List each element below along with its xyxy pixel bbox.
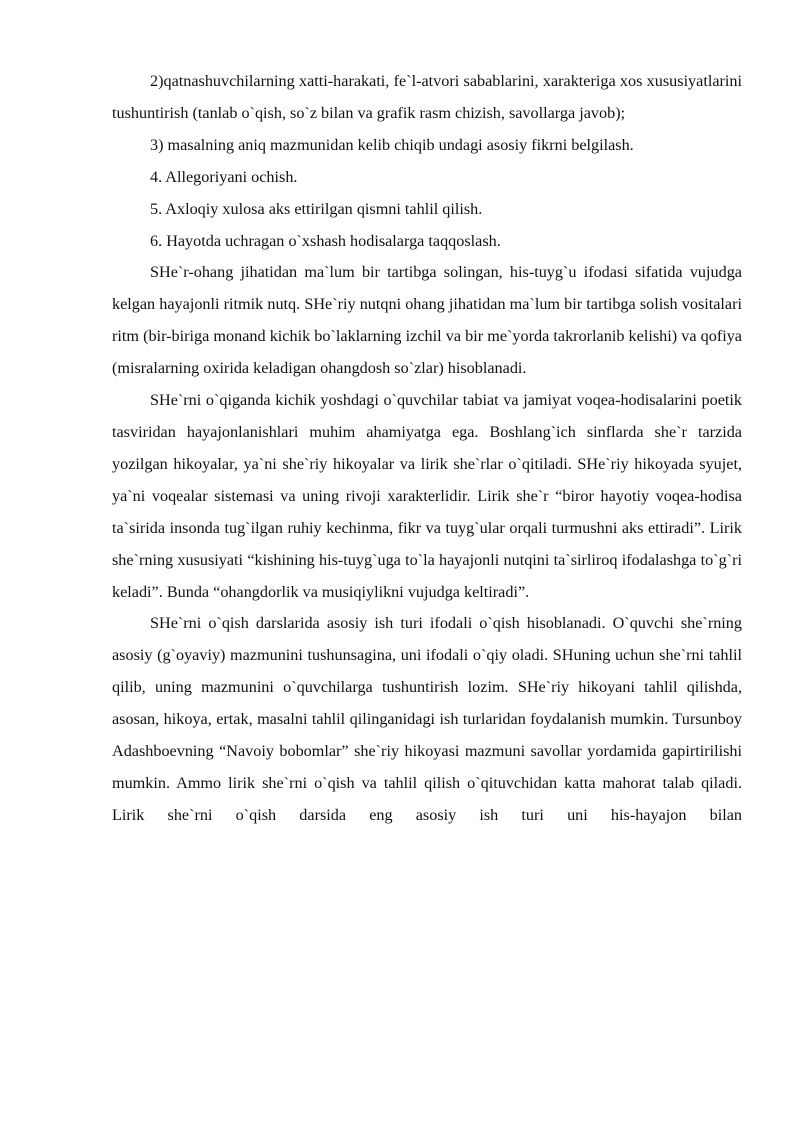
paragraph-list-item-6: 6. Hayotda uchragan o`xshash hodisalarga taqqoslash. [150,231,501,250]
paragraph-lyric-poem: SHe`rni o`qiganda kichik yoshdagi o`quvchilar tabiat va jamiyat voqea-hodisalarini poetik tasviridan hayajonlanishlari muhim ahamiyatga ega. Boshlang`ich sinflarda she`r tarzida yozilgan hikoyalar, ya`ni she`riy hikoyalar va lirik she`rlar o`qitiladi. SHe`riy hikoyada syujet, ya`ni voqealar sistemasi va uning rivoji xarakterlidir. Lirik she`r “biror hayotiy voqea-hodisa ta`sirida insonda tug`ilgan ruhiy kechinma, fikr va tuyg`ular orqali turmushni aks ettiradi”. Lirik she`rning xususiyati “kishining his-tuyg`uga to`la hayajonli nutqini ta`sirliroq ifodalashga to`g`ri keladi”. Bunda “ohangdorlik va musiqiylikni vujudga keltiradi”. [112,391,742,601]
paragraph-list-item-4: 4. Allegoriyani ochish. [150,167,298,186]
paragraph-list-item-2: 2)qatnashuvchilarning xatti-harakati, fe`l-atvori sabablarini, xarakteriga xos xususiyatlarini tushuntirish (tanlab o`qish, so`z bilan va grafik rasm chizish, savollarga javob); [112,72,742,122]
paragraph-expressive-reading: SHe`rni o`qish darslarida asosiy ish turi ifodali o`qish hisoblanadi. O`quvchi she`rning asosiy (g`oyaviy) mazmunini tushunsagina, uni ifodali o`qiy oladi. SHuning uchun she`rni tahlil qilib, uning mazmunini o`quvchilarga tushuntirish lozim. SHe`riy hikoyani tahlil qilishda, asosan, hikoya, ertak, masalni tahlil qilinganidagi ish turlaridan foydalanish mumkin. Tursunboy Adashboevning “Navoiy bobomlar” she`riy hikoyasi mazmuni savollar yordamida gapirtirilishi mumkin. Ammo lirik she`rni o`qish va tahlil qilish o`qituvchidan katta mahorat talab qiladi. Lirik she`rni o`qish darsida eng asosiy ish turi uni his-hayajon bilan [112,614,742,824]
document-page [112,66,742,832]
paragraph-poem-definition: SHe`r-ohang jihatidan ma`lum bir tartibga solingan, his-tuyg`u ifodasi sifatida vujudga kelgan hayajonli ritmik nutq. SHe`riy nutqni ohang jihatidan ma`lum bir tartibga solish vositalari ritm (bir-biriga monand kichik bo`laklarning izchil va bir me`yorda takrorlanib kelishi) va qofiya (misralarning oxirida keladigan ohangdosh so`zlar) hisoblanadi. [112,263,742,378]
paragraph-list-item-5: 5. Axloqiy xulosa aks ettirilgan qismni tahlil qilish. [150,199,483,218]
paragraph-list-item-3: 3) masalning aniq mazmunidan kelib chiqib undagi asosiy fikrni belgilash. [150,135,634,154]
